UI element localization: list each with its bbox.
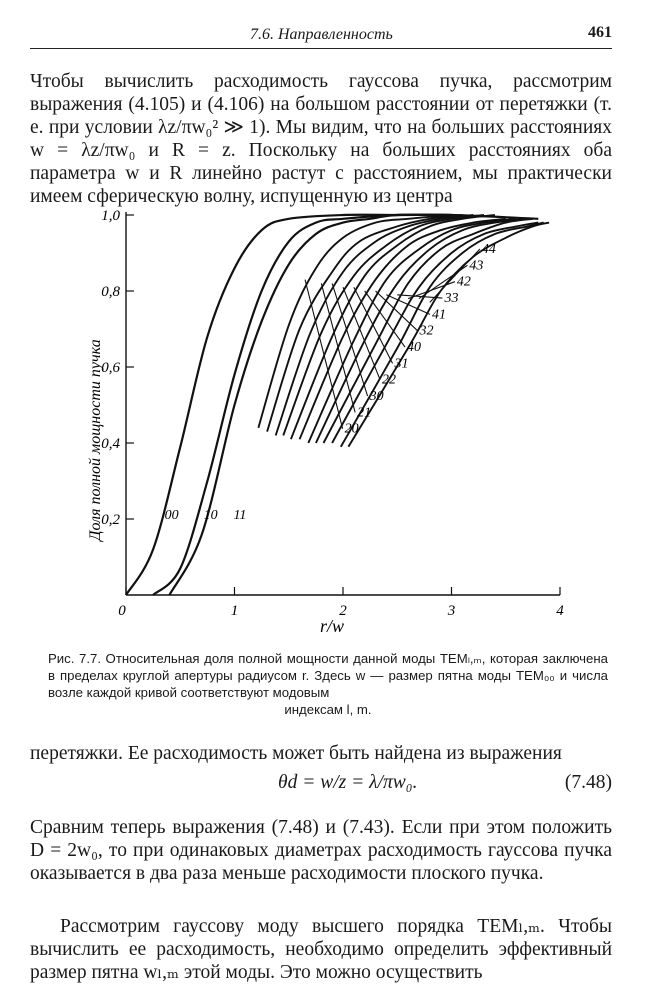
equation-number: (7.48) — [564, 772, 612, 793]
y-axis-label: Доля полной мощности пучка — [87, 339, 104, 541]
x-tick-label: 1 — [230, 603, 239, 619]
y-tick-label: 0,8 — [101, 284, 120, 300]
curve-label-33: 33 — [444, 291, 459, 307]
curve-label-40: 40 — [407, 340, 422, 356]
curve-label-00: 00 — [164, 508, 179, 523]
y-tick-label: 0,6 — [101, 360, 120, 376]
page-number: 461 — [588, 24, 612, 41]
curve-11 — [169, 215, 451, 595]
curve-label-42: 42 — [456, 274, 471, 290]
y-tick-label: 0,4 — [101, 436, 120, 452]
equation-7-48 — [30, 772, 612, 798]
curve-31 — [291, 215, 495, 439]
curve-label-21: 21 — [357, 405, 372, 421]
figure-caption — [48, 650, 608, 718]
power-fraction-chart — [70, 200, 580, 640]
y-tick-label: 0,2 — [101, 512, 120, 528]
curve-40 — [300, 219, 506, 439]
paragraph-2: перетяжки. Ее расходимость может быть найдена из выражения — [30, 743, 562, 764]
equation-body: θd = w/z = λ/πw₀. — [278, 772, 418, 793]
curve-label-43: 43 — [469, 258, 484, 274]
curve-label-20: 20 — [344, 421, 359, 437]
curve-label-30: 30 — [369, 389, 384, 405]
curve-label-44: 44 — [481, 242, 496, 257]
paragraph-3: Сравним теперь выражения (7.48) и (7.43). Если при этом положить D = 2w₀, то при одинаковых диаметрах расходимость гауссова пучка оказывается в два раза меньше расходимости плоского пучка. — [30, 817, 612, 884]
curve-label-10: 10 — [203, 508, 218, 523]
x-axis-label: r/w — [319, 616, 345, 636]
chapter-title: 7.6. Направленность — [250, 26, 393, 43]
paragraph-4: Рассмотрим гауссову моду высшего порядка TEMₗ,ₘ. Чтобы вычислить ее расходимость, необходимо определить эффективный размер пятна wₗ,ₘ этой моды. Это можно осуществить — [30, 916, 612, 983]
curve-label-41: 41 — [431, 307, 446, 323]
x-tick-label: 2 — [339, 603, 347, 619]
paragraph-1: Чтобы вычислить расходимость гауссова пучка, рассмотрим выражения (4.105) и (4.106) на большом расстоянии от перетяжки (т. е. при условии λz/πw₀² ≫ 1). Мы видим, что на больших расстояниях w = λz/πw₀ и R = z. Поскольку на больших расстояниях оба параметра w и R линейно растут с расстоянием, мы практически имеем сферическую волну, испущенную из центра — [30, 71, 612, 207]
y-tick-label: 1,0 — [101, 208, 120, 224]
caption-last-line: индексам l, m. — [284, 702, 372, 717]
x-tick-label: 3 — [447, 603, 456, 619]
running-header — [30, 24, 612, 49]
x-tick-label: 0 — [118, 603, 126, 619]
x-tick-label: 4 — [556, 603, 564, 619]
curve-label-32: 32 — [419, 323, 434, 339]
chart-curves — [126, 215, 549, 595]
curve-label-11: 11 — [233, 508, 247, 523]
curve-label-31: 31 — [394, 356, 409, 372]
caption-main: Рис. 7.7. Относительная доля полной мощности данной моды TEMₗ,ₘ, которая заключена в пределах круглой апертуры радиусом r. Здесь w — размер пятна моды TEM₀₀ и числа возле каждой кривой соответствуют модовым — [48, 651, 608, 700]
curve-label-22: 22 — [382, 372, 397, 388]
